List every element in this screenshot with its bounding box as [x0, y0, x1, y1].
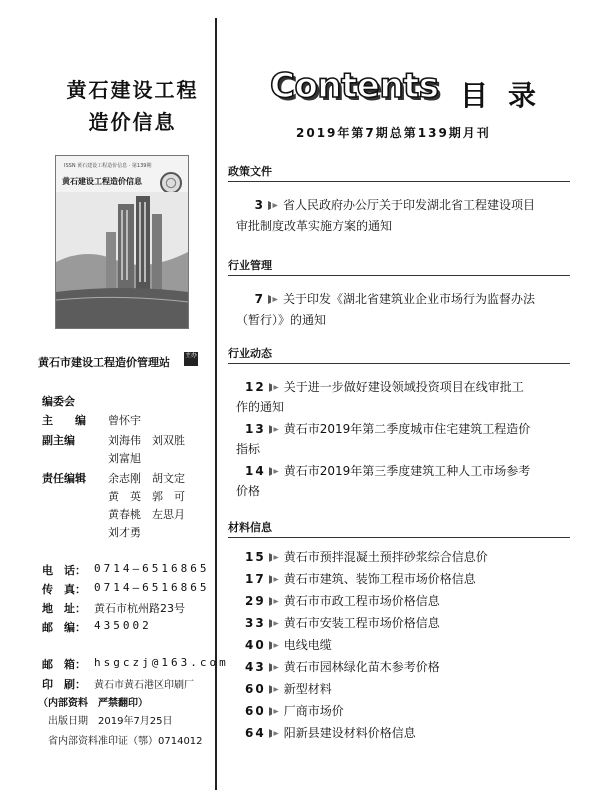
duty-editors-row2: 黄 英 郭 可	[108, 490, 185, 503]
section-rule	[228, 537, 570, 538]
magazine-title-line2: 造价信息	[88, 110, 177, 134]
toc-entry[interactable]	[245, 613, 440, 633]
chief-editor: 曾怀宇	[108, 414, 141, 427]
toc-entry[interactable]	[245, 635, 332, 655]
toc-title: 黄石市预拌混凝土预拌砂浆综合信息价	[283, 550, 488, 564]
printer-label: 印 刷：	[42, 678, 86, 691]
toc-page-number: 60	[245, 704, 266, 718]
arrow-marker-icon	[269, 575, 279, 584]
toc-title: 电线电缆	[283, 638, 332, 652]
section-heading-policy: 政策文件	[228, 165, 272, 178]
toc-title: 黄石市建筑、装饰工程市场价格信息	[283, 572, 476, 586]
toc-page-number: 14	[245, 464, 266, 478]
arrow-marker-icon	[269, 553, 279, 562]
deputy-editors-row1: 刘海伟 刘双胜	[108, 434, 185, 447]
toc-title: 黄石市园林绿化苗木参考价格	[283, 660, 440, 674]
address: 黄石市杭州路23号	[94, 602, 185, 615]
postcode: 435002	[94, 619, 152, 632]
toc-entry[interactable]	[245, 461, 530, 481]
arrow-marker-icon	[269, 425, 279, 434]
address-label: 地 址：	[42, 602, 86, 615]
toc-page-number: 12	[245, 380, 266, 394]
toc-entry[interactable]	[245, 701, 344, 721]
postcode-label: 邮 编：	[42, 621, 86, 634]
cover-emblem-icon	[160, 172, 182, 194]
toc-title-line2: （暂行）》的通知	[236, 313, 327, 327]
arrow-marker-icon	[269, 597, 279, 606]
phone-label: 电 话：	[42, 564, 86, 577]
toc-entry[interactable]	[245, 289, 535, 309]
section-rule	[228, 275, 570, 276]
section-heading-management: 行业管理	[228, 259, 272, 272]
cover-skyline-image	[56, 192, 188, 328]
contents-heading-cn: 目录	[460, 79, 557, 112]
arrow-marker-icon	[269, 685, 279, 694]
toc-title: 厂商市场价	[283, 704, 344, 718]
toc-page-number: 29	[245, 594, 266, 608]
section-rule	[228, 181, 570, 182]
toc-title: 黄石市安装工程市场价格信息	[283, 616, 440, 630]
toc-title-line1: 黄石市2019年第三季度建筑工种人工市场参考	[283, 464, 531, 478]
arrow-marker-icon	[268, 295, 278, 304]
arrow-marker-icon	[269, 467, 279, 476]
toc-page-number: 17	[245, 572, 266, 586]
fax-number: 0714—6516865	[94, 581, 210, 594]
phone-number: 0714—6516865	[94, 562, 210, 575]
toc-page-number: 60	[245, 682, 266, 696]
toc-entry[interactable]	[245, 679, 332, 699]
toc-title-line1: 省人民政府办公厅关于印发湖北省工程建设项目	[283, 198, 536, 212]
print-permit: 省内部资料准印证（鄂）0714012	[48, 736, 203, 747]
deputy-editors-row2: 刘富旭	[108, 452, 141, 465]
arrow-marker-icon	[269, 707, 279, 716]
toc-entry[interactable]	[245, 547, 488, 567]
toc-entry[interactable]	[245, 657, 440, 677]
email-address: hsgczj@163.com	[94, 656, 229, 669]
internal-note: （内部资料 严禁翻印）	[38, 698, 148, 709]
duty-editors-row1: 余志刚 胡文定	[108, 472, 185, 485]
section-heading-materials: 材料信息	[228, 521, 272, 534]
toc-page-number: 13	[245, 422, 266, 436]
toc-title: 新型材料	[283, 682, 332, 696]
publish-date: 出版日期 2019年7月25日	[48, 716, 173, 727]
arrow-marker-icon	[269, 641, 279, 650]
toc-title: 黄石市市政工程市场价格信息	[283, 594, 440, 608]
toc-title-line2: 审批制度改革实施方案的通知	[236, 219, 393, 233]
toc-page-number: 64	[245, 726, 266, 740]
publisher-mark: 主办	[184, 352, 198, 366]
toc-title-line2: 作的通知	[236, 400, 285, 414]
fax-label: 传 真：	[42, 583, 86, 596]
toc-page-number: 7	[254, 292, 265, 306]
toc-page-number: 33	[245, 616, 266, 630]
chief-editor-label: 主 编	[42, 414, 86, 427]
publisher-agency: 黄石市建设工程造价管理站	[38, 356, 170, 369]
section-rule	[228, 363, 570, 364]
toc-entry[interactable]	[245, 419, 530, 439]
toc-title-line1: 关于进一步做好建设领域投资项目在线审批工	[283, 380, 524, 394]
toc-entry[interactable]	[245, 723, 416, 743]
cover-small-text: ISSN 黄石建设工程造价信息 · 第139期	[64, 163, 152, 169]
toc-entry[interactable]	[245, 569, 476, 589]
toc-page-number: 15	[245, 550, 266, 564]
toc-title-line2: 价格	[236, 484, 261, 498]
toc-title-line2: 指标	[236, 442, 261, 456]
duty-editors-row3: 黄春桃 左思月	[108, 508, 185, 521]
toc-title-line1: 黄石市2019年第二季度城市住宅建筑工程造价	[283, 422, 531, 436]
arrow-marker-icon	[269, 663, 279, 672]
toc-page-number: 3	[254, 198, 265, 212]
duty-editor-label: 责任编辑	[42, 472, 86, 485]
section-heading-news: 行业动态	[228, 347, 272, 360]
cover-title: 黄石建设工程造价信息	[62, 176, 142, 186]
toc-title: 阳新县建设材料价格信息	[283, 726, 416, 740]
toc-title-line1: 关于印发《湖北省建筑业企业市场行为监督办法	[283, 292, 536, 306]
toc-page-number: 40	[245, 638, 266, 652]
arrow-marker-icon	[268, 201, 278, 210]
toc-entry[interactable]	[245, 591, 440, 611]
arrow-marker-icon	[269, 619, 279, 628]
issue-line: 2019年第7期总第139期月刊	[296, 126, 491, 140]
column-divider	[215, 18, 217, 790]
toc-page-number: 43	[245, 660, 266, 674]
toc-entry[interactable]	[245, 377, 524, 397]
duty-editors-row4: 刘才勇	[108, 526, 141, 539]
email-label: 邮 箱：	[42, 658, 86, 671]
magazine-title-line1: 黄石建设工程	[66, 78, 199, 102]
toc-entry[interactable]	[245, 195, 535, 215]
printer-name: 黄石市黄石港区印刷厂	[94, 680, 194, 691]
contents-heading: Contents	[270, 66, 439, 106]
deputy-editor-label: 副主编	[42, 434, 75, 447]
committee-label: 编委会	[42, 395, 75, 408]
arrow-marker-icon	[269, 729, 279, 738]
cover-thumbnail	[55, 155, 189, 329]
arrow-marker-icon	[269, 383, 279, 392]
